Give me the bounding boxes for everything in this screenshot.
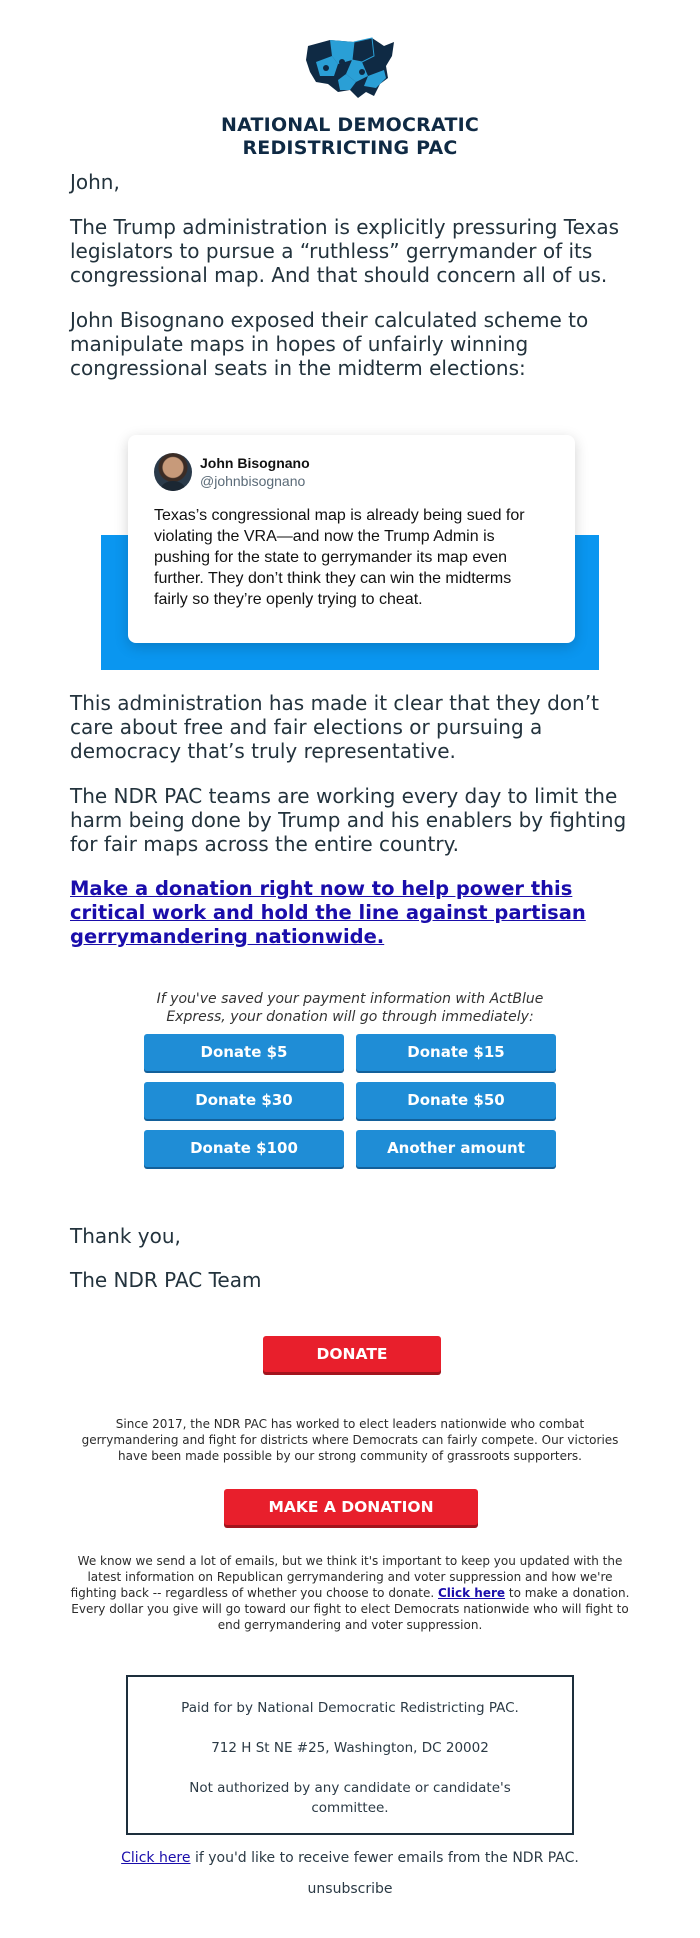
- donation-cta-link[interactable]: Make a donation right now to help power this critical work and hold the line against partisan gerrymandering nationwide.: [70, 877, 586, 948]
- tweet-header: [154, 453, 549, 491]
- signoff: [70, 1224, 630, 1312]
- paid-for-text: Paid for by National Democratic Redistricting PAC.: [181, 1700, 519, 1716]
- intro-content: [70, 170, 640, 401]
- unsubscribe-link[interactable]: unsubscribe: [307, 1881, 393, 1897]
- not-authorized-text: Not authorized by any candidate or candidate's committee.: [189, 1780, 511, 1816]
- logo-title: [0, 114, 700, 160]
- us-map-puzzle-icon: [302, 32, 398, 102]
- make-a-donation-button[interactable]: MAKE A DONATION: [224, 1489, 478, 1525]
- signature: The NDR PAC Team: [70, 1268, 262, 1292]
- tweet-author-handle: @johnbisognano: [200, 473, 306, 489]
- tweet-author: [200, 454, 310, 490]
- address-text: 712 H St NE #25, Washington, DC 20002: [211, 1740, 489, 1756]
- greeting: John,: [70, 170, 120, 194]
- emails-note-after: to make a donation. Every dollar you give will go toward our fight to elect Democrats nationwide who will fight to end gerrymandering and voter suppression.: [71, 1586, 630, 1632]
- logo-line-1: NATIONAL DEMOCRATIC: [220, 114, 480, 136]
- donate-5-button[interactable]: Donate $5: [144, 1034, 344, 1071]
- donate-30-button[interactable]: Donate $30: [144, 1082, 344, 1119]
- donate-50-button[interactable]: Donate $50: [356, 1082, 556, 1119]
- paid-for-box: [126, 1675, 574, 1835]
- fewer-emails-line: [0, 1850, 700, 1866]
- donate-button[interactable]: DONATE: [263, 1336, 441, 1372]
- paragraph-1: The Trump administration is explicitly pressuring Texas legislators to pursue a “ruthless” gerrymander of its congressional map. And that should concern all of us.: [70, 215, 620, 287]
- emails-note-before: We know we send a lot of emails, but we think it's important to keep you updated with the latest information on Republican gerrymandering and voter suppression and how we're fighting back -- regardless of whether you choose to donate.: [70, 1554, 623, 1600]
- fewer-emails-link[interactable]: Click here: [121, 1850, 191, 1866]
- tweet-author-name: John Bisognano: [200, 455, 310, 471]
- avatar: [154, 453, 192, 491]
- body-content: [70, 691, 640, 949]
- emails-note: [70, 1553, 630, 1633]
- donate-button-grid: [144, 1034, 556, 1167]
- tweet-card: [128, 435, 575, 643]
- logo-line-2: REDISTRICTING PAC: [242, 137, 458, 159]
- donate-section: [0, 990, 700, 1167]
- fewer-emails-text: if you'd like to receive fewer emails from the NDR PAC.: [194, 1850, 579, 1866]
- tweet-text: Texas’s congressional map is already being sued for violating the VRA—and now the Trump Admin is pushing for the state to gerrymander its map even further. They don’t think they can win the midterms fairly so they’re openly trying to cheat.: [154, 507, 525, 608]
- about-text: Since 2017, the NDR PAC has worked to elect leaders nationwide who combat gerrymandering and fight for districts where Democrats can fairly compete. Our victories have been made possible by our strong community of grassroots supporters.: [81, 1417, 619, 1463]
- paragraph-2: John Bisognano exposed their calculated scheme to manipulate maps in hopes of unfairly winning congressional seats in the midterm elections:: [70, 308, 589, 380]
- donate-15-button[interactable]: Donate $15: [356, 1034, 556, 1071]
- logo-header: [0, 32, 700, 160]
- actblue-express-note: If you've saved your payment information with ActBlue Express, your donation will go through immediately:: [156, 991, 544, 1025]
- donate-100-button[interactable]: Donate $100: [144, 1130, 344, 1167]
- paragraph-4: The NDR PAC teams are working every day to limit the harm being done by Trump and his enablers by fighting for fair maps across the entire country.: [70, 784, 627, 856]
- click-here-donate-link[interactable]: Click here: [438, 1586, 506, 1600]
- tweet-graphic[interactable]: [101, 435, 599, 670]
- paragraph-3: This administration has made it clear that they don’t care about free and fair elections or pursuing a democracy that’s truly representative.: [70, 691, 599, 763]
- donate-another-amount-button[interactable]: Another amount: [356, 1130, 556, 1167]
- thank-you: Thank you,: [70, 1224, 181, 1248]
